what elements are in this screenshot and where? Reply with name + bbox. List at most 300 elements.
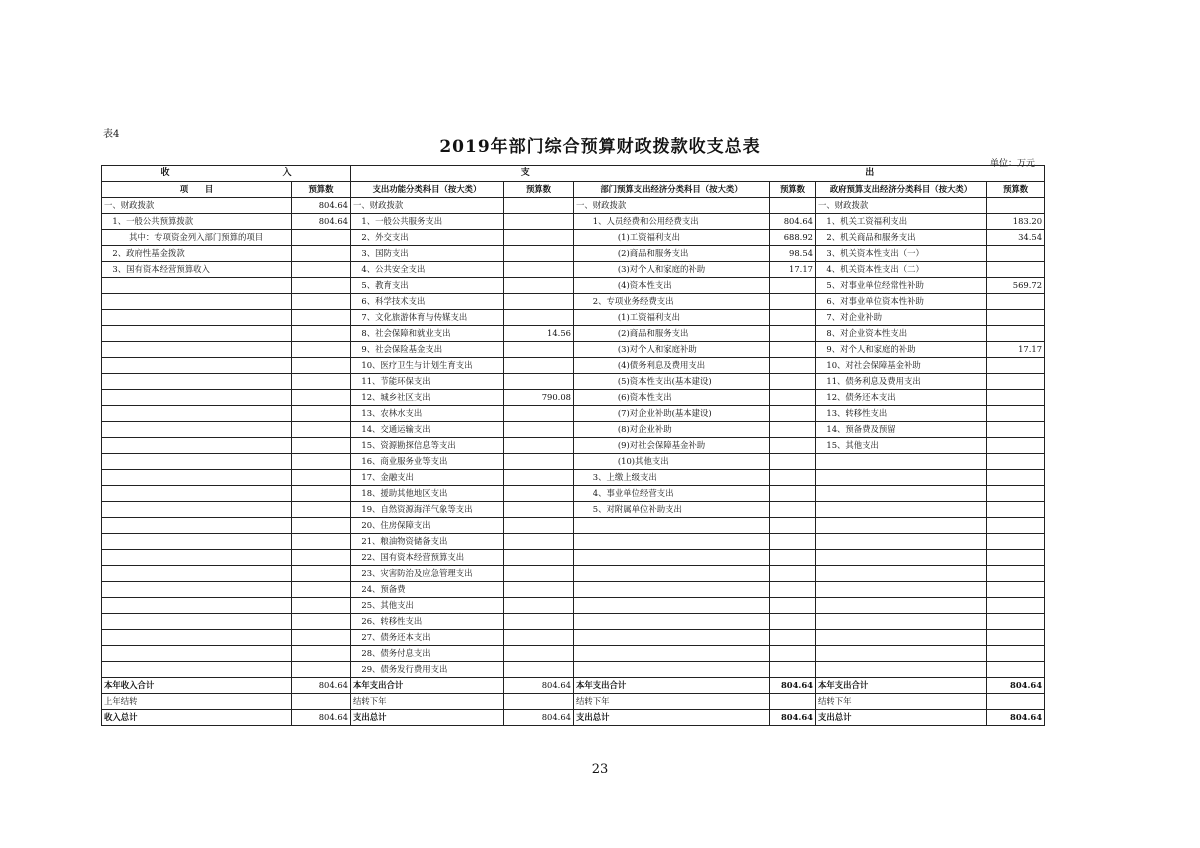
dept-economic-amount-cell: [770, 326, 816, 342]
dept-economic-amount-cell: [770, 518, 816, 534]
income-item-cell: [102, 406, 292, 422]
dept-economic-item-cell: (7)对企业补助(基本建设): [574, 406, 770, 422]
dept-economic-amount-cell: [770, 454, 816, 470]
functional-item-cell: 23、灾害防治及应急管理支出: [351, 566, 504, 582]
gov-economic-amount-total-cell: [987, 694, 1045, 710]
gov-economic-amount-cell: 569.72: [987, 278, 1045, 294]
dept-economic-amount-total-cell: 804.64: [770, 710, 816, 726]
gov-economic-item-cell: [816, 614, 987, 630]
gov-economic-item-cell: [816, 518, 987, 534]
functional-item-cell: 1、一般公共服务支出: [351, 214, 504, 230]
functional-item-cell: 一、财政拨款: [351, 198, 504, 214]
dept-economic-amount-cell: [770, 294, 816, 310]
gov-economic-item-cell: [816, 582, 987, 598]
functional-item-cell: 24、预备费: [351, 582, 504, 598]
income-item-cell: [102, 630, 292, 646]
dept-economic-item-cell: 4、事业单位经营支出: [574, 486, 770, 502]
dept-economic-item-cell: [574, 598, 770, 614]
income-amount-cell: [292, 518, 351, 534]
functional-amount-cell: [504, 470, 574, 486]
income-amount-cell: [292, 358, 351, 374]
income-amount-cell: [292, 294, 351, 310]
dept-economic-amount-cell: [770, 582, 816, 598]
gov-economic-item-total-cell: 结转下年: [816, 694, 987, 710]
income-amount-cell: [292, 230, 351, 246]
table-row: [102, 374, 1045, 390]
income-amount-cell: 804.64: [292, 198, 351, 214]
gov-economic-item-cell: 3、机关资本性支出（一）: [816, 246, 987, 262]
functional-item-cell: 10、医疗卫生与计划生育支出: [351, 358, 504, 374]
income-item-cell: [102, 662, 292, 678]
functional-item-cell: 16、商业服务业等支出: [351, 454, 504, 470]
functional-item-cell: 17、金融支出: [351, 470, 504, 486]
dept-economic-item-cell: (2)商品和服务支出: [574, 246, 770, 262]
gov-economic-amount-cell: [987, 550, 1045, 566]
income-amount-total-cell: 804.64: [292, 678, 351, 694]
functional-amount-cell: [504, 566, 574, 582]
table-row: [102, 550, 1045, 566]
header-row-sections: [102, 166, 1045, 182]
dept-economic-item-cell: [574, 566, 770, 582]
gov-economic-amount-cell: [987, 406, 1045, 422]
dept-economic-item-cell: (5)资本性支出(基本建设): [574, 374, 770, 390]
table-row: [102, 326, 1045, 342]
table-row: [102, 518, 1045, 534]
functional-amount-cell: 14.56: [504, 326, 574, 342]
functional-amount-cell: 790.08: [504, 390, 574, 406]
functional-amount-cell: [504, 662, 574, 678]
income-amount-cell: [292, 246, 351, 262]
income-item-cell: 其中：专项资金列入部门预算的项目: [102, 230, 292, 246]
gov-economic-amount-cell: [987, 422, 1045, 438]
functional-amount-total-cell: 804.64: [504, 710, 574, 726]
functional-item-total-cell: 结转下年: [351, 694, 504, 710]
dept-economic-item-cell: 2、专项业务经费支出: [574, 294, 770, 310]
dept-economic-item-cell: [574, 646, 770, 662]
dept-economic-amount-cell: [770, 198, 816, 214]
functional-amount-cell: [504, 214, 574, 230]
totals-row: [102, 710, 1045, 726]
dept-economic-item-cell: (9)对社会保障基金补助: [574, 438, 770, 454]
gov-economic-amount-cell: [987, 614, 1045, 630]
functional-amount-cell: [504, 630, 574, 646]
table-row: [102, 198, 1045, 214]
dept-economic-amount-cell: [770, 342, 816, 358]
income-amount-cell: [292, 502, 351, 518]
gov-economic-item-cell: 13、转移性支出: [816, 406, 987, 422]
table-body: [102, 198, 1045, 726]
income-amount-cell: [292, 262, 351, 278]
gov-economic-item-cell: [816, 646, 987, 662]
expense-header-char-2: 出: [865, 168, 875, 178]
gov-economic-item-cell: [816, 662, 987, 678]
gov-economic-item-cell: [816, 502, 987, 518]
income-amount-cell: [292, 342, 351, 358]
gov-economic-item-cell: 5、对事业单位经常性补助: [816, 278, 987, 294]
income-item-cell: [102, 502, 292, 518]
unit-label: 单位：万元: [990, 159, 1036, 169]
functional-item-cell: 2、外交支出: [351, 230, 504, 246]
gov-economic-amount-cell: [987, 470, 1045, 486]
table-row: [102, 406, 1045, 422]
gov-economic-amount-cell: 17.17: [987, 342, 1045, 358]
income-item-cell: [102, 646, 292, 662]
gov-economic-item-cell: [816, 566, 987, 582]
functional-amount-cell: [504, 406, 574, 422]
dept-economic-amount-cell: [770, 406, 816, 422]
table-number-label: 表4: [103, 129, 120, 140]
income-amount-cell: [292, 390, 351, 406]
income-item-cell: [102, 326, 292, 342]
income-amount-cell: [292, 326, 351, 342]
dept-economic-item-cell: 5、对附属单位补助支出: [574, 502, 770, 518]
dept-economic-amount-cell: [770, 390, 816, 406]
dept-economic-amount-cell: [770, 438, 816, 454]
gov-economic-amount-cell: [987, 534, 1045, 550]
functional-amount-cell: [504, 246, 574, 262]
income-item-cell: [102, 534, 292, 550]
table-row: [102, 230, 1045, 246]
income-item-cell: [102, 342, 292, 358]
dept-economic-amount-cell: [770, 534, 816, 550]
dept-economic-item-cell: (2)商品和服务支出: [574, 326, 770, 342]
functional-amount-cell: [504, 486, 574, 502]
functional-item-cell: 21、粮油物资储备支出: [351, 534, 504, 550]
page-title: 2019年部门综合预算财政拨款收支总表: [439, 137, 761, 157]
income-item-cell: [102, 614, 292, 630]
functional-item-cell: 25、其他支出: [351, 598, 504, 614]
table-row: [102, 310, 1045, 326]
gov-economic-amount-total-cell: 804.64: [987, 678, 1045, 694]
functional-item-cell: 27、债务还本支出: [351, 630, 504, 646]
gov-economic-item-cell: 6、对事业单位资本性补助: [816, 294, 987, 310]
functional-amount-cell: [504, 294, 574, 310]
income-item-cell: [102, 390, 292, 406]
dept-economic-amount-total-cell: [770, 694, 816, 710]
dept-economic-item-total-cell: 支出总计: [574, 710, 770, 726]
functional-amount-cell: [504, 358, 574, 374]
dept-economic-item-cell: (10)其他支出: [574, 454, 770, 470]
gov-economic-item-cell: 14、预备费及预留: [816, 422, 987, 438]
income-item-total-cell: 收入总计: [102, 710, 292, 726]
gov-economic-item-cell: 11、债务利息及费用支出: [816, 374, 987, 390]
functional-amount-cell: [504, 438, 574, 454]
table-row: [102, 646, 1045, 662]
functional-amount-cell: [504, 614, 574, 630]
dept-economic-amount-cell: [770, 374, 816, 390]
income-header-char-2: 入: [282, 168, 292, 178]
functional-item-cell: 14、交通运输支出: [351, 422, 504, 438]
gov-economic-item-cell: [816, 598, 987, 614]
gov-economic-amount-cell: [987, 438, 1045, 454]
functional-amount-cell: [504, 262, 574, 278]
gov-economic-item-cell: 4、机关资本性支出（二）: [816, 262, 987, 278]
income-amount-cell: [292, 486, 351, 502]
table-row: [102, 294, 1045, 310]
dept-economic-amount-cell: [770, 310, 816, 326]
functional-amount-cell: [504, 454, 574, 470]
income-item-total-cell: 本年收入合计: [102, 678, 292, 694]
income-item-cell: [102, 310, 292, 326]
col-header-budget: 预算数: [987, 182, 1045, 198]
gov-economic-amount-cell: [987, 630, 1045, 646]
gov-economic-item-cell: [816, 630, 987, 646]
income-item-cell: [102, 454, 292, 470]
dept-economic-item-cell: [574, 518, 770, 534]
income-amount-cell: [292, 470, 351, 486]
dept-economic-amount-total-cell: 804.64: [770, 678, 816, 694]
dept-economic-item-cell: [574, 662, 770, 678]
income-item-cell: [102, 438, 292, 454]
income-amount-cell: [292, 454, 351, 470]
dept-economic-item-cell: (6)资本性支出: [574, 390, 770, 406]
dept-economic-item-cell: [574, 534, 770, 550]
functional-amount-total-cell: 804.64: [504, 678, 574, 694]
dept-economic-item-cell: [574, 550, 770, 566]
functional-amount-cell: [504, 278, 574, 294]
gov-economic-item-cell: [816, 534, 987, 550]
functional-item-total-cell: 本年支出合计: [351, 678, 504, 694]
dept-economic-amount-cell: [770, 598, 816, 614]
functional-item-cell: 8、社会保障和就业支出: [351, 326, 504, 342]
dept-economic-amount-cell: [770, 422, 816, 438]
income-item-cell: [102, 358, 292, 374]
dept-economic-item-cell: [574, 614, 770, 630]
table-row: [102, 438, 1045, 454]
income-item-cell: 1、一般公共预算拨款: [102, 214, 292, 230]
gov-economic-item-cell: 15、其他支出: [816, 438, 987, 454]
dept-economic-item-cell: (1)工资福利支出: [574, 230, 770, 246]
income-amount-total-cell: 804.64: [292, 710, 351, 726]
gov-economic-item-cell: 9、对个人和家庭的补助: [816, 342, 987, 358]
dept-economic-amount-cell: [770, 358, 816, 374]
income-amount-cell: [292, 534, 351, 550]
income-item-cell: [102, 278, 292, 294]
income-amount-cell: [292, 630, 351, 646]
functional-amount-cell: [504, 598, 574, 614]
gov-economic-amount-cell: [987, 486, 1045, 502]
functional-item-cell: 3、国防支出: [351, 246, 504, 262]
income-amount-cell: [292, 374, 351, 390]
table-row: [102, 454, 1045, 470]
gov-economic-amount-cell: [987, 310, 1045, 326]
gov-economic-amount-cell: [987, 358, 1045, 374]
gov-economic-amount-cell: [987, 246, 1045, 262]
dept-economic-amount-cell: [770, 646, 816, 662]
dept-economic-amount-cell: [770, 662, 816, 678]
income-item-cell: [102, 422, 292, 438]
income-amount-cell: [292, 598, 351, 614]
gov-economic-item-cell: 8、对企业资本性支出: [816, 326, 987, 342]
table-row: [102, 262, 1045, 278]
income-amount-cell: [292, 646, 351, 662]
income-item-cell: 2、政府性基金拨款: [102, 246, 292, 262]
functional-item-cell: 28、债务付息支出: [351, 646, 504, 662]
table-row: [102, 358, 1045, 374]
table-row: [102, 390, 1045, 406]
dept-economic-item-cell: 一、财政拨款: [574, 198, 770, 214]
functional-amount-cell: [504, 310, 574, 326]
dept-economic-item-cell: (4)债务利息及费用支出: [574, 358, 770, 374]
expense-section-header: [351, 166, 1045, 182]
functional-amount-cell: [504, 582, 574, 598]
functional-item-total-cell: 支出总计: [351, 710, 504, 726]
functional-item-cell: 20、住房保障支出: [351, 518, 504, 534]
gov-economic-amount-cell: [987, 582, 1045, 598]
income-amount-cell: [292, 310, 351, 326]
income-item-cell: 3、国有资本经营预算收入: [102, 262, 292, 278]
table-row: [102, 278, 1045, 294]
gov-economic-amount-cell: [987, 390, 1045, 406]
income-amount-cell: 804.64: [292, 214, 351, 230]
col-header-gov-economic: 政府预算支出经济分类科目（按大类）: [816, 182, 987, 198]
table-row: [102, 534, 1045, 550]
dept-economic-item-cell: [574, 582, 770, 598]
gov-economic-item-cell: 7、对企业补助: [816, 310, 987, 326]
functional-amount-cell: [504, 230, 574, 246]
col-header-budget: 预算数: [292, 182, 351, 198]
gov-economic-amount-cell: [987, 262, 1045, 278]
gov-economic-item-cell: 一、财政拨款: [816, 198, 987, 214]
dept-economic-item-cell: (4)资本性支出: [574, 278, 770, 294]
functional-item-cell: 12、城乡社区支出: [351, 390, 504, 406]
dept-economic-amount-cell: [770, 486, 816, 502]
dept-economic-item-total-cell: 结转下年: [574, 694, 770, 710]
functional-amount-cell: [504, 422, 574, 438]
income-amount-cell: [292, 422, 351, 438]
gov-economic-item-cell: 12、债务还本支出: [816, 390, 987, 406]
col-header-functional: 支出功能分类科目（按大类）: [351, 182, 504, 198]
gov-economic-item-total-cell: 本年支出合计: [816, 678, 987, 694]
gov-economic-item-cell: [816, 470, 987, 486]
income-amount-cell: [292, 278, 351, 294]
gov-economic-amount-cell: [987, 374, 1045, 390]
col-header-item: 项 目: [102, 182, 292, 198]
gov-economic-amount-cell: 34.54: [987, 230, 1045, 246]
gov-economic-amount-cell: [987, 566, 1045, 582]
page-number: 23: [591, 762, 609, 777]
functional-item-cell: 5、教育支出: [351, 278, 504, 294]
income-item-total-cell: 上年结转: [102, 694, 292, 710]
functional-item-cell: 22、国有资本经营预算支出: [351, 550, 504, 566]
functional-item-cell: 26、转移性支出: [351, 614, 504, 630]
income-amount-cell: [292, 614, 351, 630]
income-amount-cell: [292, 406, 351, 422]
income-amount-cell: [292, 662, 351, 678]
income-item-cell: [102, 550, 292, 566]
expense-header-char-1: 支: [520, 168, 530, 178]
table-row: [102, 470, 1045, 486]
functional-item-cell: 4、公共安全支出: [351, 262, 504, 278]
budget-summary-table: [101, 165, 1045, 726]
functional-item-cell: 11、节能环保支出: [351, 374, 504, 390]
functional-item-cell: 6、科学技术支出: [351, 294, 504, 310]
functional-item-cell: 7、文化旅游体育与传媒支出: [351, 310, 504, 326]
table-row: [102, 582, 1045, 598]
functional-amount-cell: [504, 518, 574, 534]
dept-economic-amount-cell: [770, 614, 816, 630]
income-amount-cell: [292, 582, 351, 598]
dept-economic-item-cell: (3)对个人和家庭补助: [574, 342, 770, 358]
dept-economic-amount-cell: [770, 278, 816, 294]
gov-economic-amount-cell: [987, 502, 1045, 518]
dept-economic-item-total-cell: 本年支出合计: [574, 678, 770, 694]
functional-amount-cell: [504, 646, 574, 662]
functional-item-cell: 19、自然资源海洋气象等支出: [351, 502, 504, 518]
functional-item-cell: 9、社会保险基金支出: [351, 342, 504, 358]
table-row: [102, 422, 1045, 438]
functional-amount-cell: [504, 534, 574, 550]
table-row: [102, 614, 1045, 630]
income-amount-cell: [292, 566, 351, 582]
functional-amount-cell: [504, 550, 574, 566]
dept-economic-amount-cell: 98.54: [770, 246, 816, 262]
dept-economic-amount-cell: [770, 470, 816, 486]
dept-economic-item-cell: (8)对企业补助: [574, 422, 770, 438]
totals-row: [102, 694, 1045, 710]
gov-economic-amount-cell: [987, 198, 1045, 214]
income-amount-total-cell: [292, 694, 351, 710]
income-item-cell: 一、财政拨款: [102, 198, 292, 214]
gov-economic-item-cell: [816, 486, 987, 502]
table-row: [102, 502, 1045, 518]
functional-amount-total-cell: [504, 694, 574, 710]
dept-economic-amount-cell: [770, 502, 816, 518]
gov-economic-amount-cell: [987, 646, 1045, 662]
gov-economic-item-total-cell: 支出总计: [816, 710, 987, 726]
income-item-cell: [102, 374, 292, 390]
gov-economic-item-cell: 2、机关商品和服务支出: [816, 230, 987, 246]
col-header-dept-economic: 部门预算支出经济分类科目（按大类）: [574, 182, 770, 198]
functional-amount-cell: [504, 342, 574, 358]
table-row: [102, 486, 1045, 502]
table-row: [102, 630, 1045, 646]
dept-economic-amount-cell: 17.17: [770, 262, 816, 278]
gov-economic-amount-cell: [987, 454, 1045, 470]
gov-economic-item-cell: 1、机关工资福利支出: [816, 214, 987, 230]
income-item-cell: [102, 486, 292, 502]
dept-economic-amount-cell: 688.92: [770, 230, 816, 246]
totals-row: [102, 678, 1045, 694]
table-row: [102, 566, 1045, 582]
dept-economic-item-cell: 3、上缴上级支出: [574, 470, 770, 486]
gov-economic-amount-cell: [987, 518, 1045, 534]
dept-economic-item-cell: (3)对个人和家庭的补助: [574, 262, 770, 278]
functional-amount-cell: [504, 198, 574, 214]
dept-economic-item-cell: 1、人员经费和公用经费支出: [574, 214, 770, 230]
income-header-char-1: 收: [160, 168, 170, 178]
income-item-cell: [102, 294, 292, 310]
gov-economic-item-cell: [816, 454, 987, 470]
income-amount-cell: [292, 438, 351, 454]
table-row: [102, 598, 1045, 614]
dept-economic-amount-cell: 804.64: [770, 214, 816, 230]
income-item-cell: [102, 518, 292, 534]
table-row: [102, 246, 1045, 262]
table-row: [102, 342, 1045, 358]
functional-item-cell: 29、债务发行费用支出: [351, 662, 504, 678]
functional-amount-cell: [504, 374, 574, 390]
dept-economic-item-cell: [574, 630, 770, 646]
gov-economic-amount-cell: [987, 598, 1045, 614]
gov-economic-amount-cell: [987, 294, 1045, 310]
gov-economic-amount-cell: [987, 326, 1045, 342]
income-item-cell: [102, 566, 292, 582]
functional-amount-cell: [504, 502, 574, 518]
income-amount-cell: [292, 550, 351, 566]
income-item-cell: [102, 470, 292, 486]
col-header-budget: 预算数: [504, 182, 574, 198]
